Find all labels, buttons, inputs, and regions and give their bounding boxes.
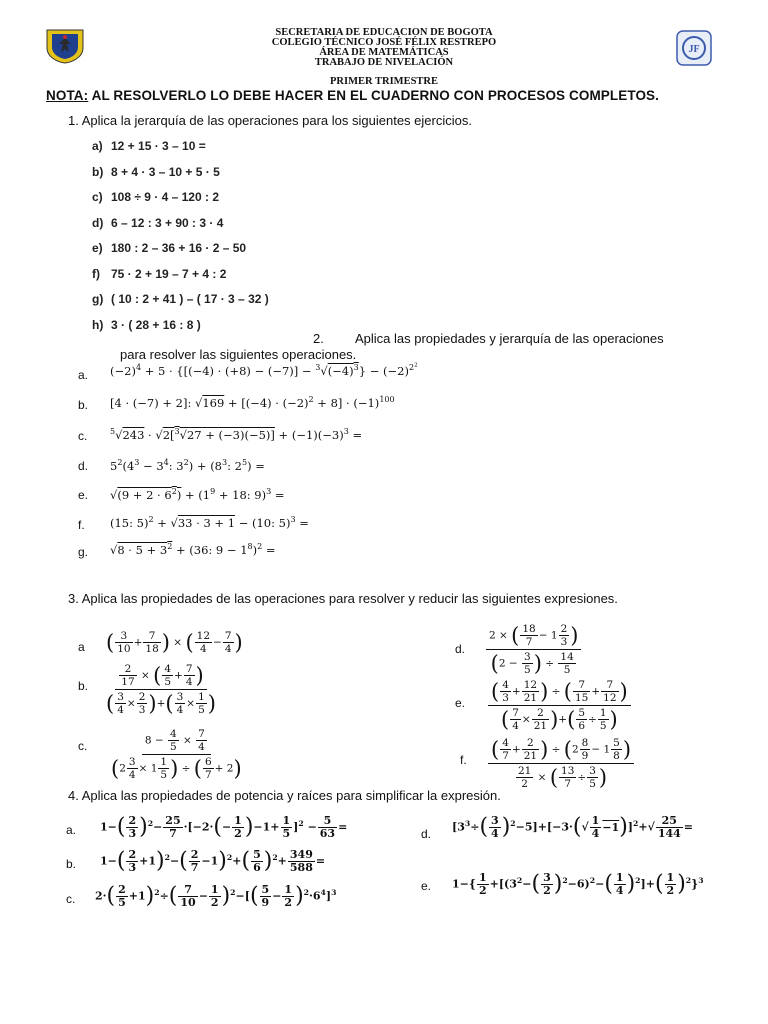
- q1-item: [92, 241, 246, 255]
- q2-expression-e: $√(9 + 2 \cdot 6^2) + (1^9 + 18$: 9)$^3$ =: [110, 487, 285, 502]
- q1-item-label: d): [92, 216, 104, 230]
- q1-item-expr: 8 + 4 · 3 – 10 + 5 · 5: [111, 165, 220, 179]
- q3-label: a: [78, 640, 85, 654]
- q1-item-expr: 12 + 15 · 3 – 10 =: [111, 139, 206, 153]
- q4-label: b.: [66, 857, 77, 871]
- q2-expression-g: $√8 \cdot 5 + 3^2 + (36$: $9 - 1^8)^2$ =: [110, 542, 276, 557]
- q4-expression-e: 1−{ $\frac{1}{2}$ $+[(3^2-$( $\frac{3}{2}$ )$^2$−6)$^2$−( $\frac{1}{4}$ )$^2$]+( $\frac{1}{2}$ )$^2$}$^3$: [452, 871, 704, 897]
- q4-title: 4. Aplica las propiedades de potencia y raíces para simplificar la expresión.: [68, 788, 501, 803]
- q1-item: [92, 216, 223, 230]
- q1-item-label: f): [92, 267, 100, 281]
- q1-item-expr: 3 · ( 28 + 16 : 8 ): [111, 318, 201, 332]
- q1-item-label: b): [92, 165, 104, 179]
- q3-expression-a: ( $\frac{3}{10}$ + $\frac{7}{18}$ ) × ( $\frac{12}{4}$ − $\frac{7}{4}$ ): [106, 630, 243, 655]
- header-line-2: COLEGIO TÉCNICO JOSÉ FÉLIX RESTREPO: [271, 37, 497, 48]
- q3-expression-b: $\frac{2}{17}$ × ( $\frac{4}{5}$ + $\frac{7}{4}$ ) ( $\frac{3}{4}$ × $\frac{2}{3}$ )+( $\frac{3}{4}$ × $\frac{1}{5}$ ): [106, 663, 216, 716]
- q1-item-expr: 108 ÷ 9 · 4 – 120 : 2: [111, 190, 219, 204]
- q4-label: a.: [66, 823, 77, 837]
- nota: [46, 88, 659, 103]
- q2-label: b.: [78, 398, 89, 412]
- header-line-5: PRIMER TRIMESTRE: [329, 76, 439, 87]
- q1-item-label: c): [92, 190, 103, 204]
- q2-expression-b: [4 · (−7) + 2]: $√169 + [(-4) \cdot (-2)^2 + 8] \cdot (-1)^{100}$: [110, 395, 395, 410]
- q1-item-label: h): [92, 318, 104, 332]
- nota-label: NOTA:: [46, 88, 89, 103]
- q1-item-expr: 6 – 12 : 3 + 90 : 3 · 4: [111, 216, 224, 230]
- q3-label: d.: [455, 642, 466, 656]
- svg-text:JF: JF: [688, 44, 700, 55]
- q2-label: e.: [78, 488, 89, 502]
- q1-item: [92, 139, 206, 153]
- q4-label: d.: [421, 827, 432, 841]
- q3-label: c.: [78, 739, 88, 753]
- header-line-4: TRABAJO DE NIVELACIÓN: [314, 57, 454, 68]
- q3-label: e.: [455, 696, 466, 710]
- q1-item-expr: 180 : 2 – 36 + 16 · 2 – 50: [111, 241, 247, 255]
- q4-label: e.: [421, 879, 432, 893]
- q2-label: d.: [78, 459, 89, 473]
- q4-expression-a: 1−( $\frac{2}{3}$ )$^2$− $\frac{25}{7}$ ·[−2·(− $\frac{1}{2}$ )−1+ $\frac{1}{5}$ ]$^2$ − $\frac{5}{63}$ =: [100, 814, 348, 840]
- q3-expression-f: ( $\frac{4}{7}$ + $\frac{2}{21}$ ) ÷ (2 $\frac{8}{9}$ − 1 $\frac{5}{8}$ ) $\frac{21}{2}$ × ( $\frac{13}{7}$ ÷ $\frac{3}{5}$ ): [488, 736, 634, 791]
- q1-item: [92, 267, 226, 281]
- header-line-3: ÁREA DE MATEMÁTICAS: [319, 47, 449, 58]
- q1-title: 1. Aplica la jerarquía de las operaciones para los siguientes ejercicios.: [68, 113, 472, 128]
- q1-item-expr: 75 · 2 + 19 – 7 + 4 : 2: [111, 267, 227, 281]
- q2-expression-a: $(-2)^4 + 5 \cdot \{[(-4) \cdot (+8) - (-7)] - ^3√(-4)^3\} - (-2)^{2^2}$: [110, 362, 418, 378]
- nota-text: AL RESOLVERLO LO DEBE HACER EN EL CUADERNO CON PROCESOS COMPLETOS.: [88, 88, 660, 103]
- q3-expression-c: 8 − $\frac{4}{5}$ × $\frac{7}{4}$ (2 $\frac{3}{4}$ × 1 $\frac{1}{5}$ ) ÷ ( $\frac{6}{7}$ + 2): [111, 728, 242, 781]
- q3-label: b.: [78, 679, 89, 693]
- q2-number: 2.: [313, 331, 324, 346]
- q1-item-label: a): [92, 139, 103, 153]
- q2-title-line-1: Aplica las propiedades y jerarquía de las operaciones: [355, 331, 664, 346]
- q4-expression-d: [$3^3\div$( $\frac{3}{4}$ )$^2$−5]+[−3·(√ $\frac{1}{4}$ −1)]$^2$+√ $\frac{25}{144}$ =: [452, 814, 694, 840]
- q1-item: [92, 165, 220, 179]
- q2-label: f.: [78, 518, 85, 532]
- q2-label: a.: [78, 368, 89, 382]
- q2-label: g.: [78, 545, 89, 559]
- q2-expression-f: (15: 5)$^2$ + √33 · 3 + 1 − (10: 5)$^3$ =: [110, 515, 309, 530]
- q3-expression-d: 2 × ( $\frac{18}{7}$ − 1 $\frac{2}{3}$ ) (2 − $\frac{3}{5}$ ) ÷ $\frac{14}{5}$: [486, 622, 581, 677]
- q4-expression-b: 1−( $\frac{2}{3}$ +1)$^2$−( $\frac{2}{7}$ −1)$^2$+( $\frac{5}{6}$ )$^2$+ $\frac{349}{588}$ =: [100, 848, 326, 874]
- q2-label: c.: [78, 429, 88, 443]
- q3-expression-e: ( $\frac{4}{3}$ + $\frac{12}{21}$ ) ÷ ( $\frac{7}{15}$ + $\frac{7}{12}$ ) ( $\frac{7}{4}$ × $\frac{2}{21}$ )+( $\frac{5}{6}$ ÷ $\frac{1}{5}$ ): [488, 678, 631, 733]
- q4-expression-c: 2·( $\frac{2}{5}$ +1)$^2$÷( $\frac{7}{10}$ − $\frac{1}{2}$ )$^2$−[( $\frac{5}{9}$ − $\frac{1}{2}$ )$^2\cdot 6^4]^3$: [95, 883, 337, 909]
- q1-item: [92, 292, 269, 306]
- q1-item: [92, 318, 201, 332]
- header-line-1: SECRETARIA DE EDUCACION DE BOGOTA: [275, 27, 493, 38]
- q3-title: 3. Aplica las propiedades de las operaciones para resolver y reducir las siguientes expresiones.: [68, 591, 618, 606]
- q1-item: [92, 190, 219, 204]
- q3-label: f.: [460, 753, 467, 767]
- q1-item-expr: ( 10 : 2 + 41 ) – ( 17 · 3 – 32 ): [111, 292, 269, 306]
- q1-item-label: g): [92, 292, 104, 306]
- q2-expression-d: $5^2(4^3 - 3^4$: $3^2) + (8^3$: $2^5$) =: [110, 458, 265, 473]
- q2-expression-c: $^5√243 \cdot √2[^3√27 + (-3)(-5)] + (-1)(-3)^3$ =: [110, 427, 363, 442]
- q2-title-line-2: para resolver las siguientes operaciones.: [120, 347, 357, 362]
- q1-item-label: e): [92, 241, 103, 255]
- q4-label: c.: [66, 892, 76, 906]
